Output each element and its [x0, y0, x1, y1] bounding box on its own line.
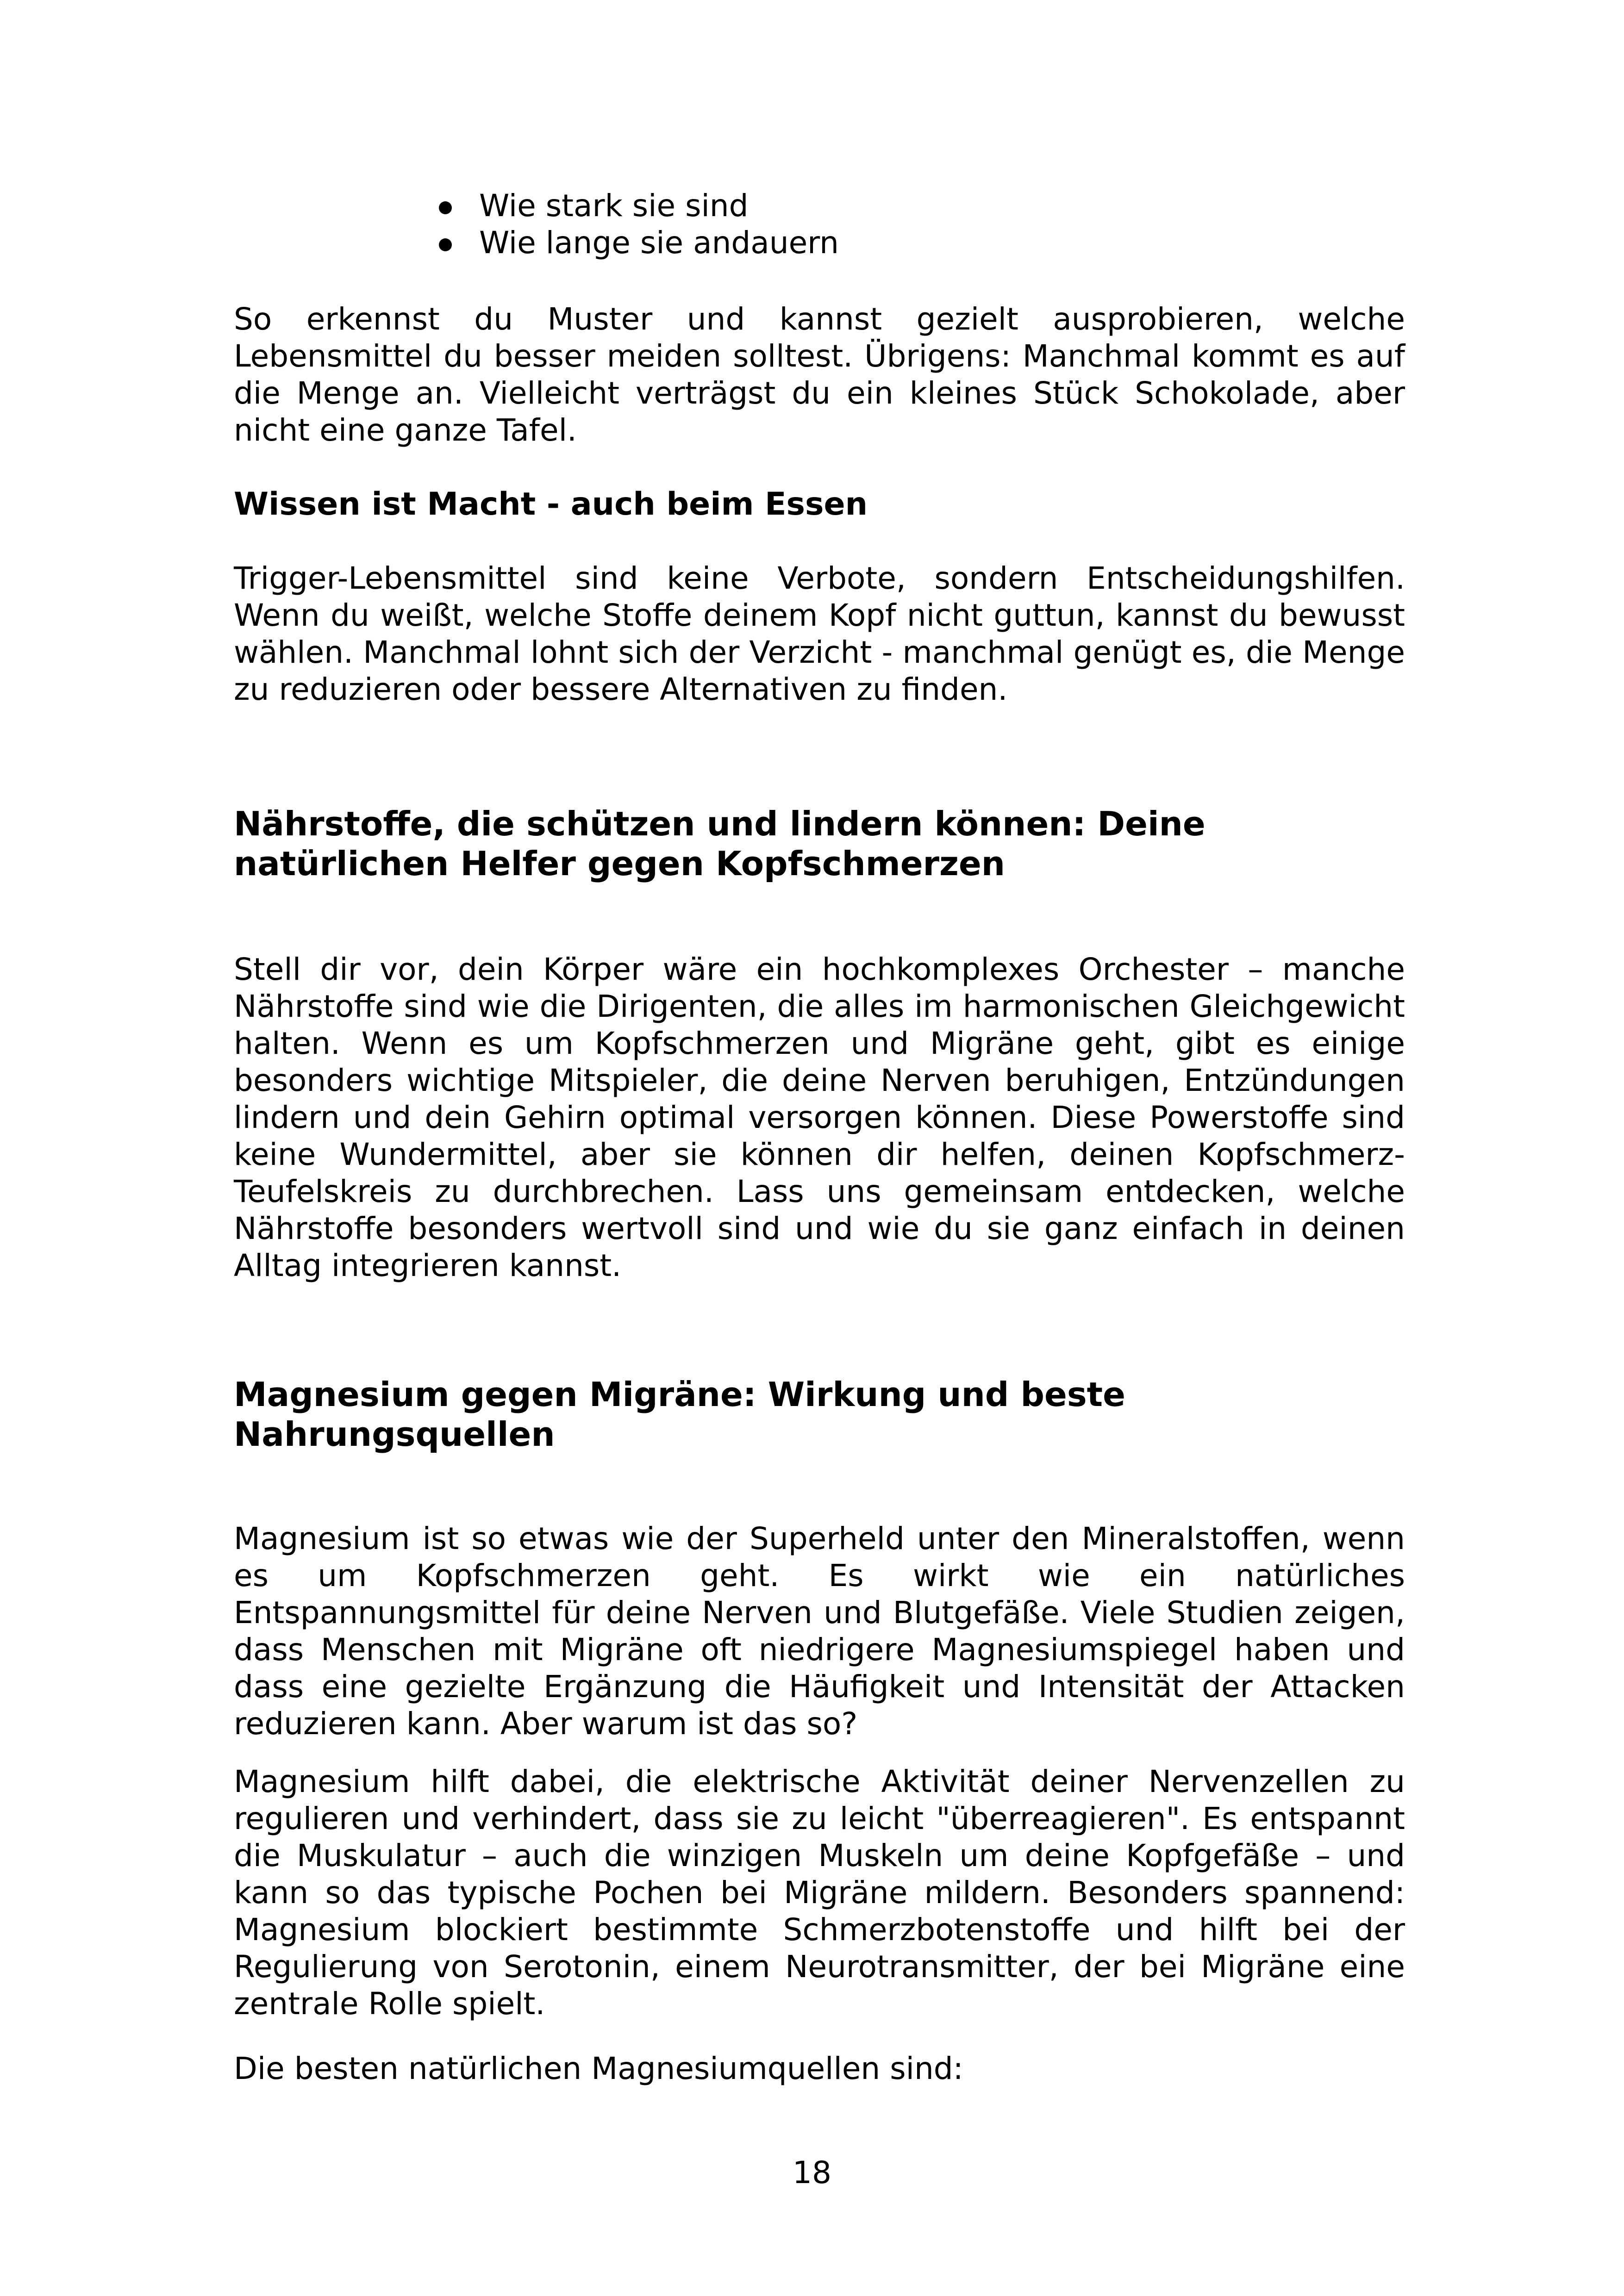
- list-item: [435, 224, 839, 261]
- paragraph-aktivitaet: Magnesium hilft dabei, die elektrische Aktivität deiner Nervenzellen zu regulieren und verhindert, dass sie zu leicht "überreagieren". Es entspannt die Muskulatur – auch die winzigen Muskeln um deine Kopfgefäße – und kann so das typische Pochen bei Migräne mildern. Besonders spannend: Magnesium blockiert bestimmte Schmerzbotenstoffe und hilft bei der Regulierung von Serotonin, einem Neurotransmitter, der bei Migräne eine zentrale Rolle spielt.: [234, 1764, 1405, 2022]
- bullet-text: Wie stark sie sind: [479, 188, 749, 224]
- list-item: [435, 187, 839, 224]
- page-number: 18: [793, 2155, 831, 2190]
- paragraph-orchester: Stell dir vor, dein Körper wäre ein hochkomplexes Orchester – manche Nährstoffe sind wie die Dirigenten, die alles im harmonischen Gleichgewicht halten. Wenn es um Kopfschmerzen und Migräne geht, gibt es einige besonders wichtige Mitspieler, die deine Nerven beruhigen, Entzündungen lindern und dein Gehirn optimal versorgen können. Diese Powerstoffe sind keine Wundermittel, aber sie können dir helfen, deinen Kopfschmerz-Teufelskreis zu durchbrechen. Lass uns gemeinsam entdecken, welche Nährstoffe besonders wertvoll sind und wie du sie ganz einfach in deinen Alltag integrieren kannst.: [234, 952, 1405, 1283]
- heading-magnesium: Magnesium gegen Migräne: Wirkung und beste Nahrungsquellen: [234, 1375, 1125, 1454]
- bullet-icon: [439, 238, 452, 251]
- heading-naehrstoffe: Nährstoffe, die schützen und lindern können: Deine natürlichen Helfer gegen Kopfschmerzen: [234, 804, 1206, 883]
- paragraph-quellen: Die besten natürlichen Magnesiumquellen sind:: [234, 2051, 963, 2086]
- paragraph-muster: So erkennst du Muster und kannst gezielt ausprobieren, welche Lebensmittel du besser meiden solltest. Übrigens: Manchmal kommt es auf die Menge an. Vielleicht verträgst du ein kleines Stück Schokolade, aber nicht eine ganze Tafel.: [234, 301, 1405, 448]
- bullet-list: [435, 187, 839, 261]
- paragraph-superheld: Magnesium ist so etwas wie der Superheld unter den Mineralstoffen, wenn es um Kopfschmerzen geht. Es wirkt wie ein natürliches Entspannungsmittel für deine Nerven und Blutgefäße. Viele Studien zeigen, dass Menschen mit Migräne oft niedrigere Magnesiumspiegel haben und dass eine gezielte Ergänzung die Häufigkeit und Intensität der Attacken reduzieren kann. Aber warum ist das so?: [234, 1521, 1405, 1742]
- subheading-wissen: Wissen ist Macht - auch beim Essen: [234, 486, 868, 523]
- bullet-text: Wie lange sie andauern: [479, 225, 839, 261]
- bullet-icon: [439, 201, 452, 214]
- paragraph-trigger: Trigger-Lebensmittel sind keine Verbote, sondern Entscheidungshilfen. Wenn du weißt, welche Stoffe deinem Kopf nicht guttun, kannst du bewusst wählen. Manchmal lohnt sich der Verzicht - manchmal genügt es, die Menge zu reduzieren oder bessere Alternativen zu finden.: [234, 560, 1405, 707]
